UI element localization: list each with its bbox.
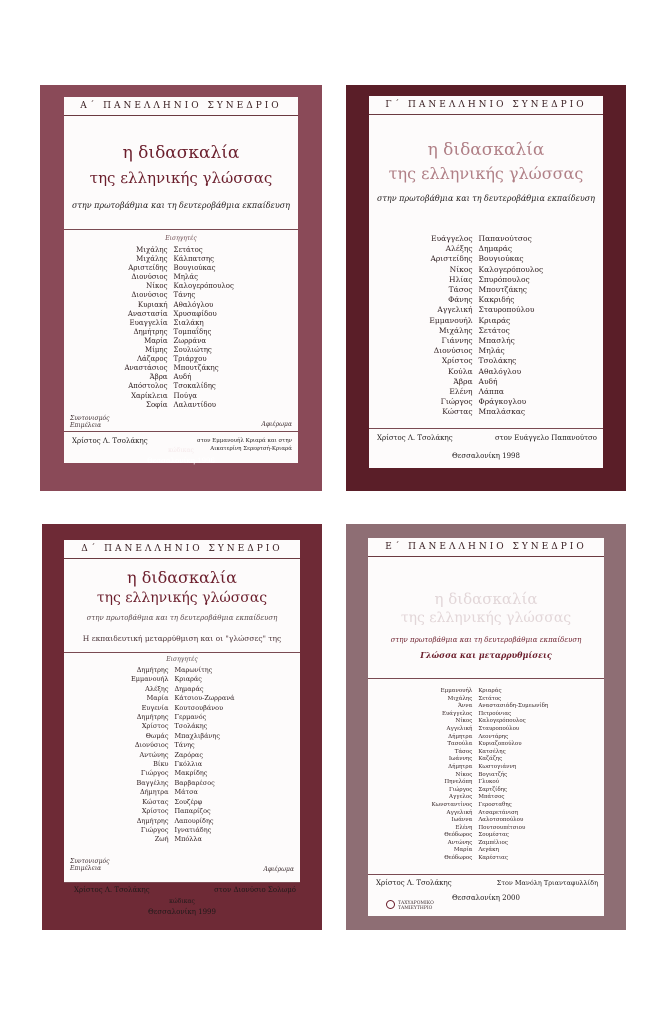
cover-first-conference [40, 85, 322, 491]
publisher-logo-icon [386, 900, 395, 909]
dedication-text: Στον Μανόλη Τριανταφυλλίδη [496, 879, 598, 887]
editor-name: Χρίστος Λ. Τσολάκης [377, 434, 453, 442]
divider [64, 229, 298, 230]
cover-frame [64, 97, 298, 463]
cover-third-conference [346, 85, 626, 491]
cover-subtitle: στην πρωτοβάθμια και τη δευτεροβάθμια εκπαίδευση [377, 194, 595, 203]
cover-theme: Η εκπαιδευτική μεταρρύθμιση και οι "γλώσσες" της [82, 634, 282, 643]
cover-title-line-1: η διδασκαλία [427, 140, 545, 160]
publisher: κώδικας [169, 898, 195, 905]
cover-subtitle: στην πρωτοβάθμια και τη δευτεροβάθμια εκπαίδευση [390, 636, 582, 644]
coordination-label: Συντονισμός Επιμέλεια [70, 858, 110, 872]
publisher: κώδικας [168, 447, 194, 454]
dedication-text: στον Διονύσιο Σολωμό [214, 886, 296, 894]
list-heading: Εισηγητές [166, 656, 198, 663]
dedication-text: στον Ευάγγελο Παπανούτσο [494, 434, 597, 442]
cover-subtitle: στην πρωτοβάθμια και τη δευτεροβάθμια εκπαίδευση [86, 614, 278, 622]
divider [368, 678, 604, 679]
cover-frame [64, 540, 300, 882]
cover-title-line-2: της ελληνικής γλώσσας [89, 169, 273, 187]
cover-title-line-2: της ελληνικής γλώσσας [388, 164, 584, 183]
city-year: Θεσσαλονίκη 2000 [452, 894, 520, 902]
dedication-text: στον Εμμανουήλ Κριαρά και στην Αικατερίνη Σερεφτσή-Κριαρά [196, 438, 292, 452]
cover-fifth-conference [346, 524, 626, 930]
city-year: Θεσσαλονίκη 1996 [147, 457, 215, 465]
conference-band: Γ΄ ΠΑΝΕΛΛΗΝΙΟ ΣΥΝΕΔΡΙΟ [369, 96, 603, 115]
cover-subtitle: στην πρωτοβάθμια και τη δευτεροβάθμια εκπαίδευση [72, 201, 290, 210]
divider [64, 652, 300, 653]
divider [64, 882, 300, 883]
cover-title-line-1: η διδασκαλία [127, 568, 237, 587]
dedication-label: Αφιέρωμα [261, 421, 292, 428]
divider [369, 428, 603, 429]
publisher-name: ΤΑΧΥΔΡΟΜΙΚΟ ΤΑΜΙΕΥΤΗΡΙΟ [398, 901, 434, 911]
conference-band: Δ΄ ΠΑΝΕΛΛΗΝΙΟ ΣΥΝΕΔΡΙΟ [64, 540, 300, 559]
dedication-label: Αφιέρωμα [263, 866, 294, 873]
cover-fourth-conference [42, 524, 322, 930]
cover-title-line-2: της ελληνικής γλώσσας [96, 590, 268, 606]
speakers-list: Ευάγγελος Παπανούτσος Αλέξης Δημαράς Αριστείδης Βουγιούκας Νίκος Καλογερόπουλος Ηλίας Σπυρόπουλος Τάσος Μπουτζάκης Φάνης Κακριδής Αγγελική Σταυροπούλου Εμμανουήλ Κριαράς Μιχάλης Σετάτος Γιάννης Μπασλής Διονύσιος Μηλάς Χρίστος Τσολάκης Κούλα Αθαλόγλου Άβρα Αυδή Ελένη Λάππα Γιώργος Φράγκογλου Κώστας Μπαλάσκας [429, 234, 544, 417]
city-year: Θεσσαλονίκη 1998 [452, 452, 520, 460]
coordination-label: Συντονισμός Επιμέλεια [70, 415, 110, 429]
cover-frame [369, 96, 603, 468]
city-year: Θεσσαλονίκη 1999 [148, 908, 216, 916]
editor-name: Χρίστος Λ. Τσολάκης [376, 879, 452, 887]
cover-theme: Γλώσσα και μεταρρυθμίσεις [420, 650, 552, 660]
cover-frame [368, 538, 604, 916]
editor-name: Χρίστος Λ. Τσολάκης [74, 886, 150, 894]
speakers-list: Δημήτρης Μαρωνίτης Εμμανουήλ Κριαράς Αλέξης Δημαράς Μαρία Κάτσιου-Ζωρρανά Ευγενία Κουτσουβάνου Δημήτρης Γερμανός Χρίστος Τσολάκης Θωμάς Μπαχλιβάνης Διονύσιος Τάνης Αντώνης Ζαρόρας Βίκυ Γκόλλια Γιώργος Μακρίδης Βαγγέλης Βαρβαρέσος Δήμητρα Μάτσα Κώστας Σουζέρφ Χρίστος Παπαρίζος Δημήτρης Λαπουρίδης Γιώργος Ιγνατιάδης Ζωή Μπόλλα [131, 666, 235, 844]
speakers-list: Εμμανουήλ Κριαράς Μιχάλης Σετάτος Άννα Αναστασιάδη-Συμεωνίδη Ευάγγελος Πετρούνιας Νίκος Καλογερόπουλος Αγγελική Σταυροπούλου Δήμητρα Λεοντάρης Τασούλα Κυριαζοπούλου Τάσος Κατσέλης Ιωάννης Καζάζης Δήμητρα Κωστογιάννη Νίκος Βογιατζής Πηνελόπη Γλυκού Γιώργος Σαρτζίδης Αγγελος Μπάτσος Κωνσταντίνος Γεροσταθης Αγγελική Ατσαρετάνιση Ιωάννα Λαλοτσοπούλου Ελένη Πουτσουπέτσιου Θεόδωρος Σουμέστας Αντώνης Ζαμπέλιος Μαρία Λεγάκη Θεόδωρος Καρέστιας [431, 688, 549, 862]
editor-name: Χρίστος Λ. Τσολάκης [72, 437, 148, 445]
list-heading: Εισηγητές [165, 235, 197, 242]
conference-band: Ε΄ ΠΑΝΕΛΛΗΝΙΟ ΣΥΝΕΔΡΙΟ [368, 538, 604, 557]
cover-title-line-1: η διδασκαλία [434, 590, 538, 608]
cover-title-line-2: της ελληνικής γλώσσας [400, 610, 572, 626]
conference-band: Α΄ ΠΑΝΕΛΛΗΝΙΟ ΣΥΝΕΔΡΙΟ [64, 97, 298, 116]
divider [64, 431, 298, 432]
divider [368, 874, 604, 875]
cover-title-line-1: η διδασκαλία [122, 143, 240, 163]
speakers-list: Μιχάλης Σετάτος Μιχάλης Κάλπατσης Αριστείδης Βουγιούκας Διονύσιος Μηλάς Νίκος Καλογερόπουλος Διονύσιος Τάνης Κυριακή Αθαλόγλου Αναστασία Χρυσαφίδου Ευαγγελία Σιαλάκη Δημήτρης Τομπαΐδης Μαρία Ζωρράνα Μίμης Σουλιώτης Λάζαρος Τριάρχου Αναστάσιος Μπουτζάκης Άβρα Αυδή Απόστολος Τσοκαλίδης Χαρίκλεια Πούγα Σοφία Λαλαντίδου [124, 246, 234, 409]
